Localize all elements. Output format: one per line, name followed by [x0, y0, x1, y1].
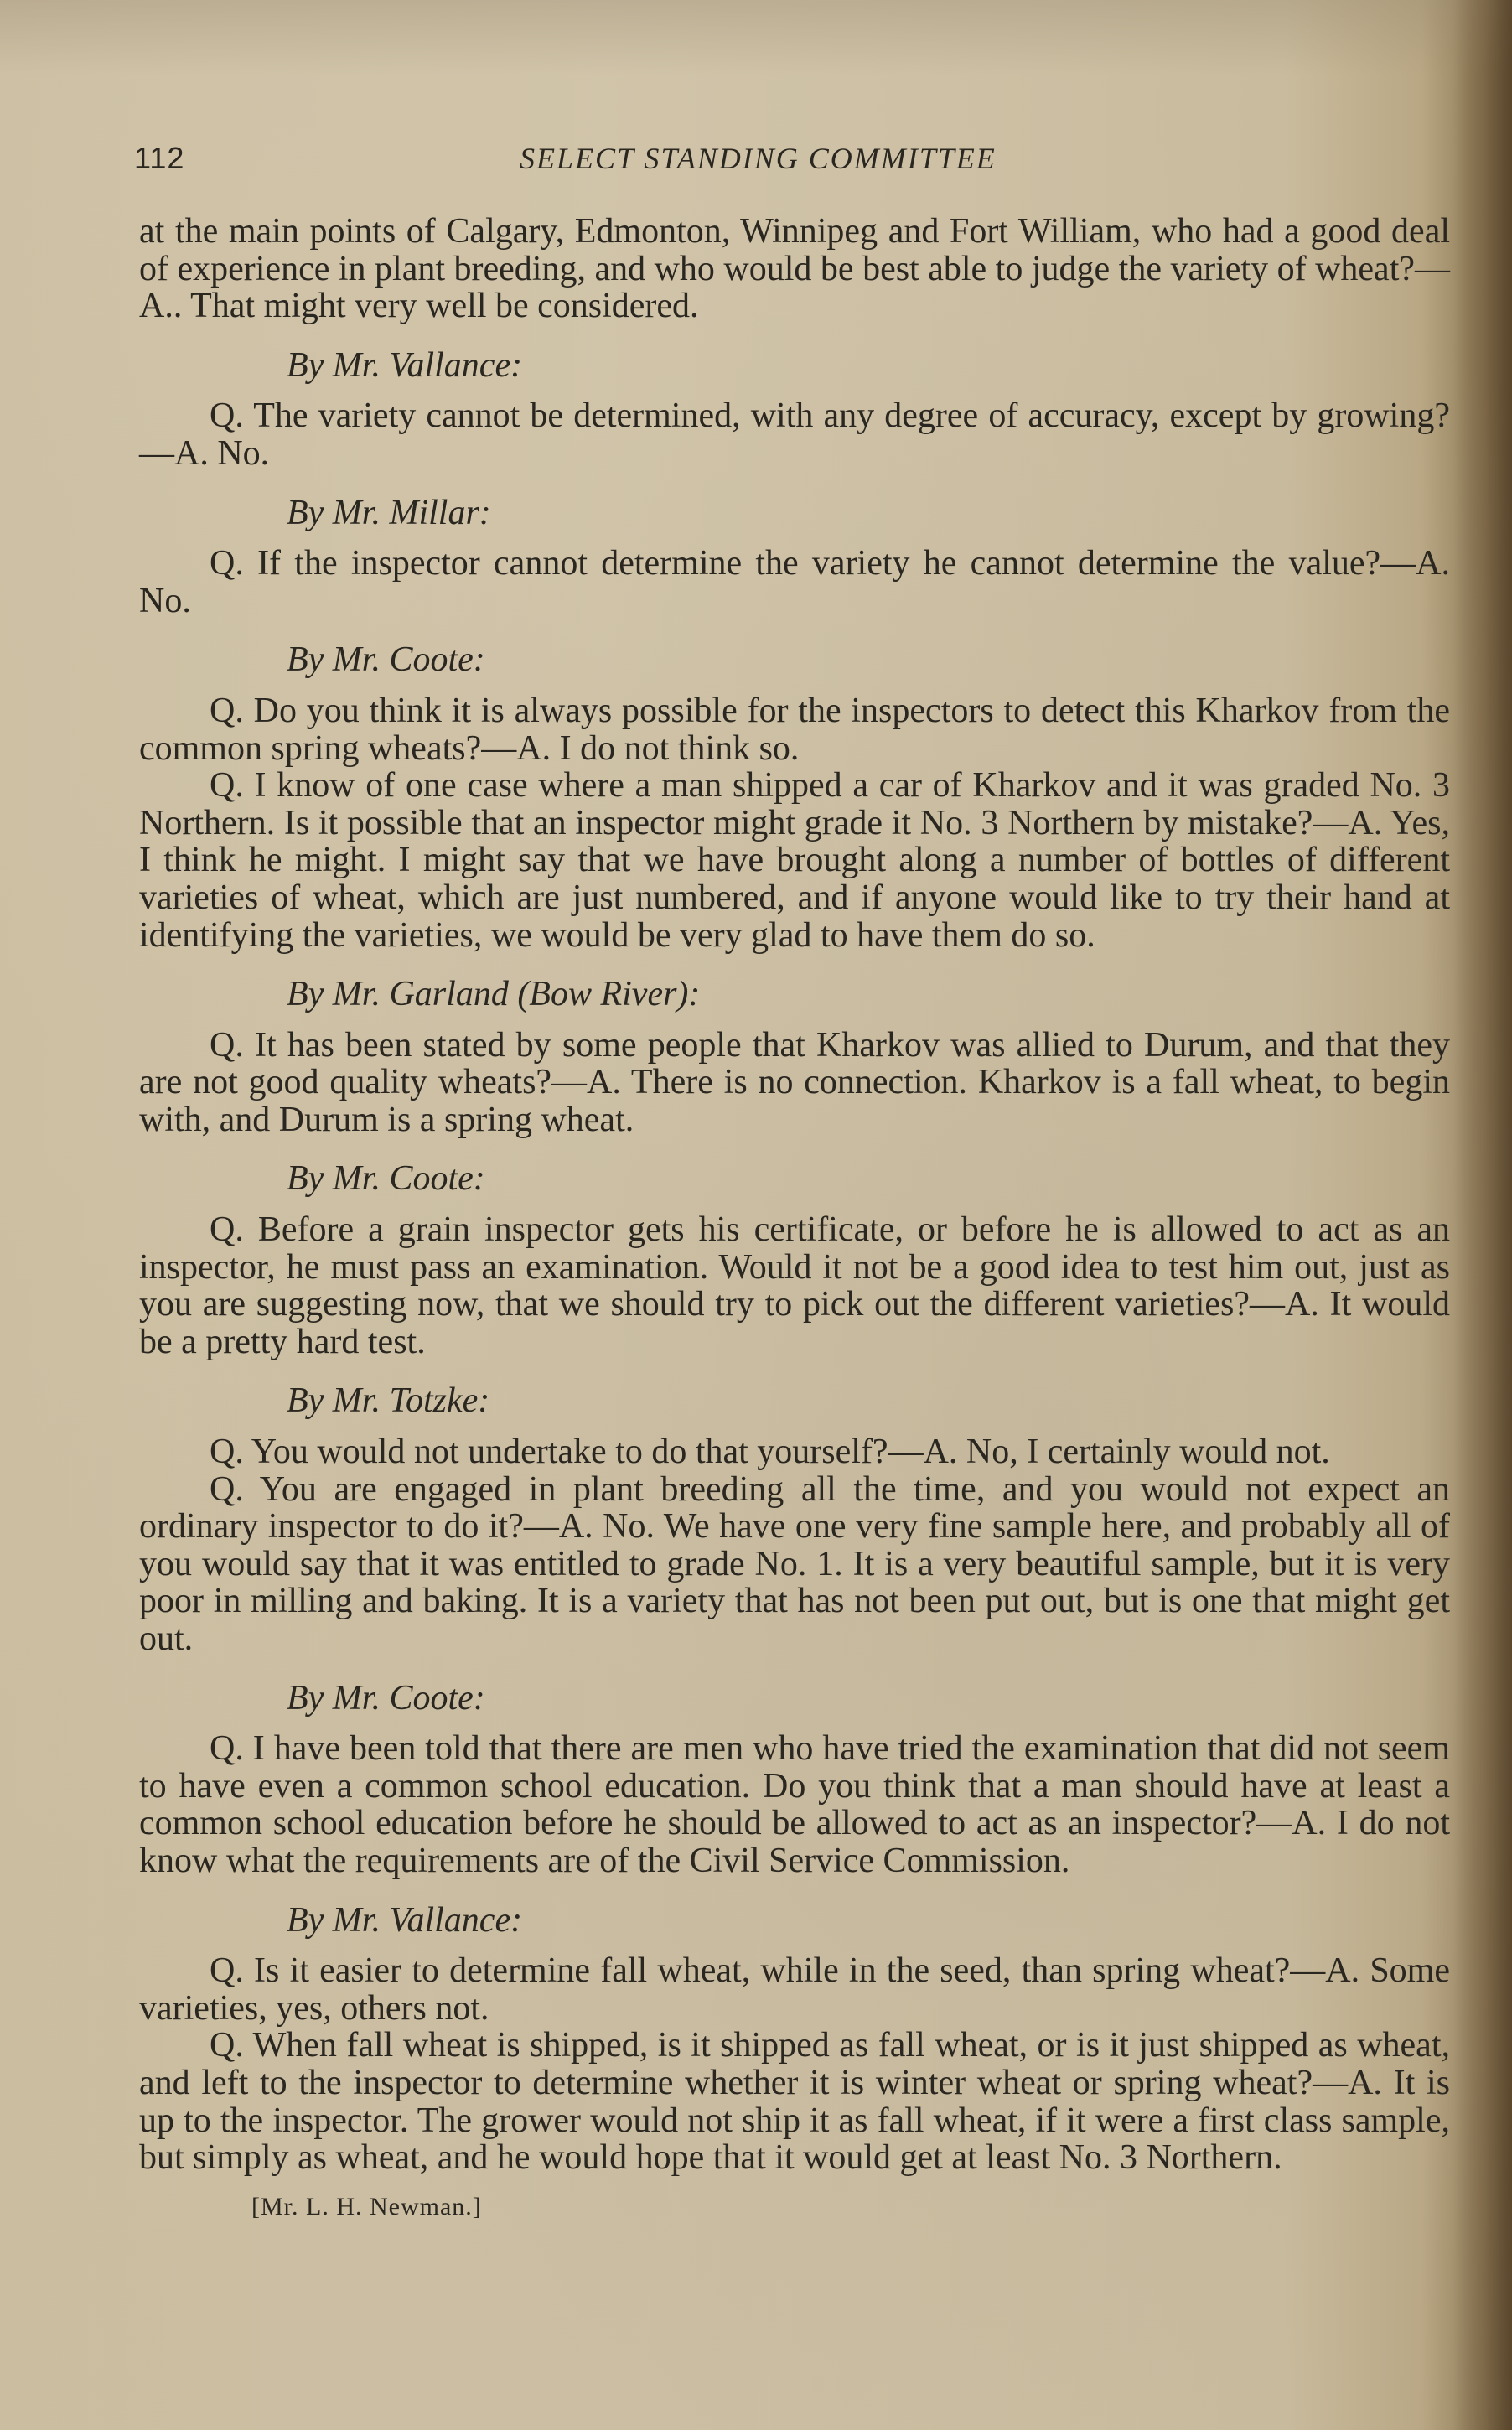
speaker-heading: By Mr. Coote:	[287, 1678, 485, 1718]
qa-paragraph: Q. Is it easier to determine fall wheat, while in the seed, than spring wheat?—A. Some varieties, yes, others not.	[139, 1951, 1450, 2028]
speaker-heading: By Mr. Vallance:	[287, 345, 523, 385]
qa-paragraph: Q. I know of one case where a man shipped a car of Kharkov and it was graded No. 3 Northern. Is it possible that an inspector might grade it No. 3 Northern by mistake?—A. Yes, I think he might. I might say that we have brought along a number of bottles of different varieties of wheat, which are just numbered, and if anyone would like to try their hand at identifying the varieties, we would be very glad to have them do so.	[139, 766, 1450, 955]
speaker-heading: By Mr. Coote:	[287, 1159, 485, 1199]
qa-paragraph: Q. If the inspector cannot determine the variety he cannot determine the value?—A. No.	[139, 544, 1450, 620]
speaker-heading: By Mr. Millar:	[287, 493, 491, 532]
qa-paragraph: Q. When fall wheat is shipped, is it shipped as fall wheat, or is it just shipped as wheat, and left to the inspector to determine whether it is winter wheat or spring wheat?—A. It is up to the inspector. The grower would not ship it as fall wheat, if it were a first class sample, but simply as wheat, and he would hope that it would get at least No. 3 Northern.	[139, 2026, 1450, 2178]
qa-paragraph: Q. I have been told that there are men who have tried the examination that did not seem to have even a common school education. Do you think that a man should have at least a common school education before he should be allowed to act as an inspector?—A. I do not know what the requirements are of the Civil Service Commission.	[139, 1729, 1450, 1880]
page-header	[134, 141, 1458, 183]
running-title: SELECT STANDING COMMITTEE	[520, 142, 997, 175]
continuation-paragraph: at the main points of Calgary, Edmonton, Winnipeg and Fort William, who had a good deal of experience in plant breeding, and who would be best able to judge the variety of wheat?—A.. That might very well be considered.	[139, 212, 1450, 326]
book-spine-shadow	[1453, 0, 1512, 2430]
speaker-heading: By Mr. Vallance:	[287, 1900, 523, 1940]
page-top-shade	[0, 0, 1512, 75]
speaker-heading: By Mr. Coote:	[287, 640, 485, 680]
qa-paragraph: Q. The variety cannot be determined, with any degree of accuracy, except by growing?—A. No.	[139, 396, 1450, 473]
qa-paragraph: Q. Before a grain inspector gets his certificate, or before he is allowed to act as an inspector, he must pass an examination. Would it not be a good idea to test him out, just as you are suggesting now, that we should try to pick out the different varieties?—A. It would be a pretty hard test.	[139, 1210, 1450, 1361]
witness-footnote: [Mr. L. H. Newman.]	[251, 2192, 482, 2220]
transcript-body	[139, 213, 1450, 2225]
qa-paragraph: Q. It has been stated by some people that Kharkov was allied to Durum, and that they are not good quality wheats?—A. There is no connection. Kharkov is a fall wheat, to begin with, and Durum is a spring wheat.	[139, 1025, 1450, 1139]
speaker-heading: By Mr. Totzke:	[287, 1381, 490, 1421]
qa-paragraph: Q. Do you think it is always possible for the inspectors to detect this Kharkov from the common spring wheats?—A. I do not think so.	[139, 691, 1450, 768]
qa-paragraph: Q. You would not undertake to do that yourself?—A. No, I certainly would not.	[210, 1433, 1330, 1472]
page-number: 112	[134, 141, 185, 175]
qa-paragraph: Q. You are engaged in plant breeding all the time, and you would not expect an ordinary inspector to do it?—A. No. We have one very fine sample here, and probably all of you would say that it was entitled to grade No. 1. It is a very beautiful sample, but it is very poor in milling and baking. It is a variety that has not been put out, but is one that might get out.	[139, 1469, 1450, 1658]
speaker-heading: By Mr. Garland (Bow River):	[287, 975, 701, 1014]
